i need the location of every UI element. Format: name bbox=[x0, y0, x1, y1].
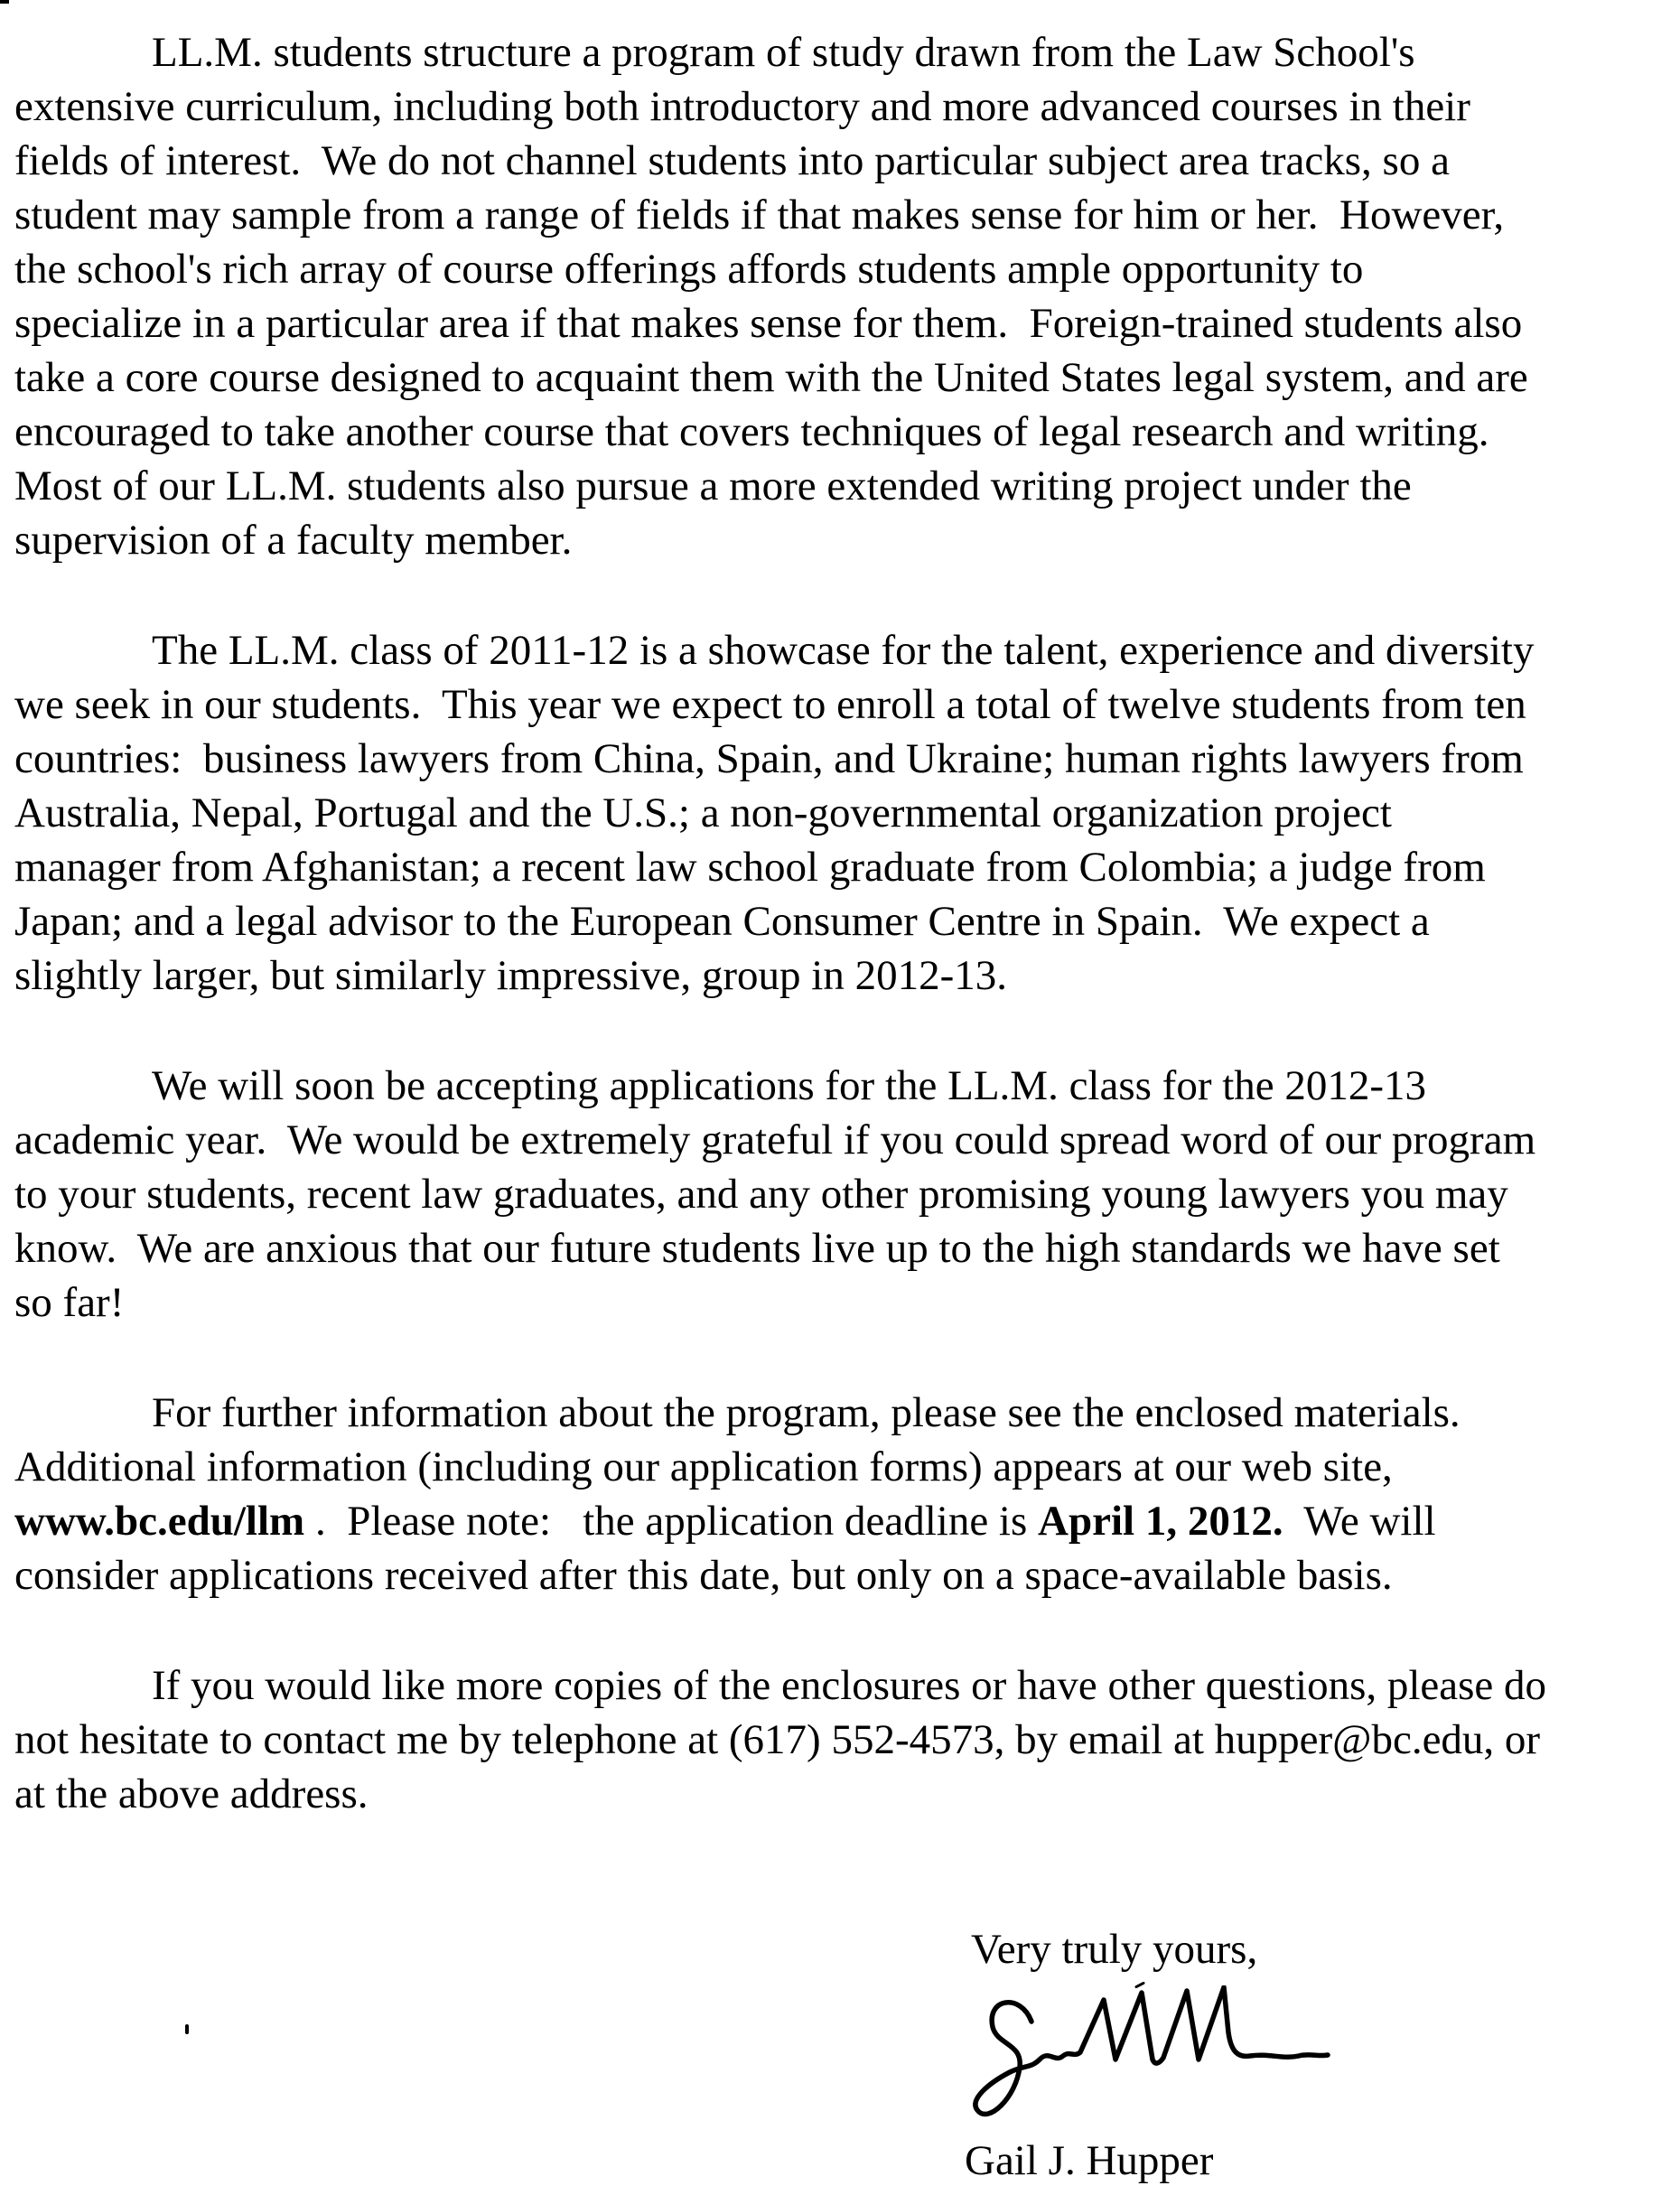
text-segment: We will bbox=[1283, 1498, 1436, 1545]
text-line bbox=[14, 623, 1676, 677]
text-line bbox=[14, 1494, 1676, 1548]
text-segment: to your students, recent law graduates, and any other promising young lawyers you may bbox=[14, 1171, 1508, 1218]
text-segment: at the above address. bbox=[14, 1770, 369, 1817]
closing-valediction bbox=[971, 1922, 1257, 1976]
signer-name bbox=[965, 2134, 1213, 2188]
text-line bbox=[14, 459, 1676, 513]
text-segment: Additional information (including our application forms) appears at our web site, bbox=[14, 1443, 1393, 1490]
text-line bbox=[14, 1221, 1676, 1275]
text-line bbox=[14, 1167, 1676, 1221]
text-segment: the school's rich array of course offerings affords students ample opportunity to bbox=[14, 246, 1364, 293]
text-segment: Australia, Nepal, Portugal and the U.S.; a non-governmental organization project bbox=[14, 789, 1392, 836]
text-line bbox=[14, 350, 1676, 405]
text-line bbox=[14, 1658, 1676, 1713]
text-line bbox=[14, 242, 1676, 296]
letter-body bbox=[14, 25, 1676, 1821]
text-segment: The LL.M. class of 2011-12 is a showcase for the talent, experience and diversity bbox=[152, 627, 1535, 674]
paragraph-program-of-study bbox=[14, 25, 1676, 567]
text-segment: Gail J. Hupper bbox=[965, 2137, 1214, 2184]
text-line bbox=[14, 405, 1676, 459]
text-segment: specialize in a particular area if that makes sense for them. Foreign-trained students also bbox=[14, 300, 1523, 347]
text-segment: extensive curriculum, including both introductory and more advanced courses in their bbox=[14, 83, 1470, 130]
text-segment: slightly larger, but similarly impressive, group in 2012-13. bbox=[14, 952, 1008, 999]
text-segment: We will soon be accepting applications for the LL.M. class for the 2012-13 bbox=[152, 1062, 1427, 1109]
text-line bbox=[14, 1113, 1676, 1167]
text-segment: know. We are anxious that our future students live up to the high standards we have set bbox=[14, 1225, 1500, 1272]
text-segment: we seek in our students. This year we expect to enroll a total of twelve students from ten bbox=[14, 681, 1526, 728]
text-line bbox=[14, 677, 1676, 732]
text-line bbox=[14, 948, 1676, 1003]
text-segment: countries: business lawyers from China, Spain, and Ukraine; human rights lawyers from bbox=[14, 735, 1524, 782]
signature-scribble bbox=[965, 1985, 1335, 2130]
text-segment: so far! bbox=[14, 1279, 125, 1326]
text-segment: LL.M. students structure a program of study drawn from the Law School's bbox=[152, 29, 1415, 76]
paragraph-further-information bbox=[14, 1386, 1676, 1602]
deadline-date: April 1, 2012. bbox=[1038, 1498, 1283, 1545]
text-line bbox=[14, 1275, 1676, 1330]
text-segment: take a core course designed to acquaint them with the United States legal system, and are bbox=[14, 354, 1528, 401]
text-line bbox=[14, 732, 1676, 786]
text-line bbox=[14, 1548, 1676, 1602]
text-segment: . Please note: the application deadline is bbox=[304, 1498, 1039, 1545]
text-segment: academic year. We would be extremely grateful if you could spread word of our program bbox=[14, 1116, 1536, 1163]
text-line bbox=[14, 894, 1676, 948]
text-line bbox=[14, 25, 1676, 79]
text-line bbox=[14, 840, 1676, 894]
paragraph-class-of-2011-12 bbox=[14, 623, 1676, 1003]
text-line bbox=[14, 513, 1676, 567]
paragraph-contact bbox=[14, 1658, 1676, 1821]
text-line bbox=[14, 1059, 1676, 1113]
text-segment: supervision of a faculty member. bbox=[14, 517, 573, 564]
scan-artifact bbox=[0, 0, 9, 4]
text-line bbox=[14, 1386, 1676, 1440]
text-line bbox=[14, 134, 1676, 188]
scan-artifact bbox=[185, 2024, 189, 2034]
paragraph-applications bbox=[14, 1059, 1676, 1330]
text-segment: If you would like more copies of the enclosures or have other questions, please do bbox=[152, 1662, 1547, 1709]
text-segment: Very truly yours, bbox=[971, 1926, 1258, 1973]
text-line bbox=[14, 1713, 1676, 1767]
website-url: www.bc.edu/llm bbox=[14, 1498, 305, 1545]
text-line bbox=[14, 786, 1676, 840]
text-segment: Most of our LL.M. students also pursue a more extended writing project under the bbox=[14, 462, 1412, 509]
text-line bbox=[14, 1440, 1676, 1494]
text-line bbox=[14, 79, 1676, 134]
text-segment: encouraged to take another course that covers techniques of legal research and writing. bbox=[14, 408, 1489, 455]
text-segment: fields of interest. We do not channel students into particular subject area tracks, so a bbox=[14, 137, 1450, 184]
text-line bbox=[14, 188, 1676, 242]
text-segment: student may sample from a range of fields if that makes sense for him or her. However, bbox=[14, 191, 1505, 238]
text-line bbox=[14, 1767, 1676, 1821]
text-segment: consider applications received after this date, but only on a space-available basis. bbox=[14, 1552, 1393, 1599]
text-line bbox=[14, 296, 1676, 350]
text-segment: manager from Afghanistan; a recent law school graduate from Colombia; a judge from bbox=[14, 844, 1486, 891]
text-segment: Japan; and a legal advisor to the European Consumer Centre in Spain. We expect a bbox=[14, 898, 1430, 945]
text-segment: not hesitate to contact me by telephone at (617) 552-4573, by email at hupper@bc.edu, or bbox=[14, 1716, 1541, 1763]
text-segment: For further information about the program, please see the enclosed materials. bbox=[152, 1389, 1461, 1436]
